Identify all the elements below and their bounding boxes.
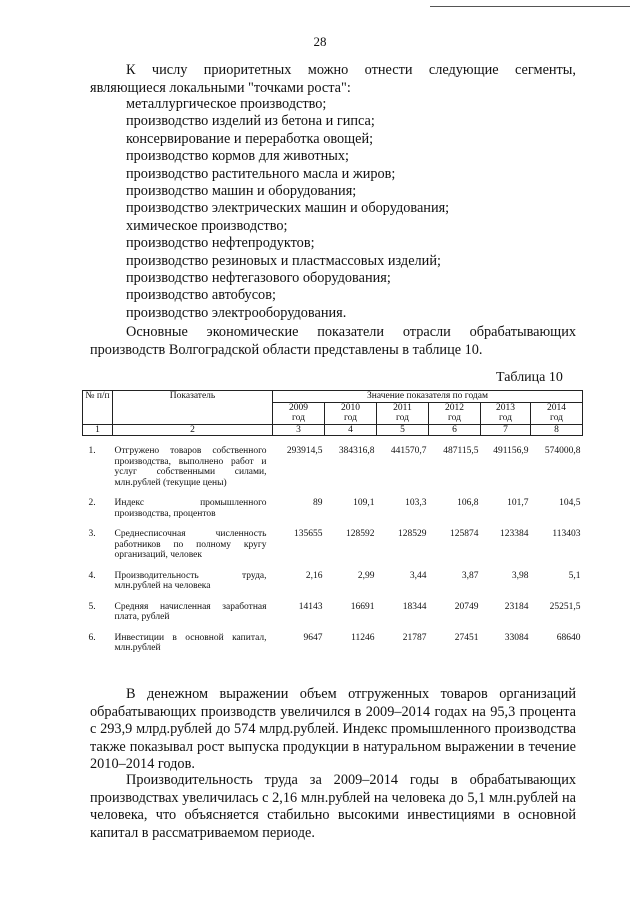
cell-value: 101,7 [507, 498, 529, 508]
table-row [83, 623, 583, 654]
cell-value: 27451 [454, 632, 479, 643]
column-number: 3 [273, 424, 325, 436]
list-item: производство автобусов; [126, 287, 276, 304]
intro-paragraph: К числу приоритетных можно отнести следующие сегменты, являющиеся локальными "точками роста": [90, 62, 576, 96]
year-header: 2012 год [429, 402, 481, 424]
row-indicator: Индекс промышленного производства, процентов [114, 498, 267, 519]
row-number: 3. [88, 529, 96, 539]
cell-value: 104,5 [559, 498, 581, 508]
list-item: производство машин и оборудования; [126, 183, 357, 200]
cell-value: 128529 [398, 529, 427, 539]
cell-value: 113403 [552, 529, 581, 539]
table-row [83, 436, 583, 489]
cell-value: 109,1 [353, 498, 375, 508]
cell-value: 106,8 [457, 498, 479, 508]
row-indicator: Инвестиции в основной капитал, млн.рублей [114, 632, 267, 653]
cell-value: 16691 [350, 601, 375, 612]
table-intro-paragraph: Основные экономические показатели отрасли обрабатывающих производств Волгоградской области представлены в таблице 10. [90, 324, 576, 358]
cell-value: 21787 [402, 632, 427, 643]
row-number: 5. [88, 601, 96, 612]
productivity-paragraph: Производительность труда за 2009–2014 годы в обрабатывающих производствах увеличилась с 2,16 млн.рублей на человека до 5,1 млн.рублей на человека, что объясняется стабильно высокими инвестициями в основной капитал в рассматриваемом периоде. [90, 772, 576, 841]
list-item: производство электрооборудования. [126, 304, 347, 321]
cell-value: 9647 [303, 632, 323, 643]
table-row [83, 592, 583, 623]
table-row [83, 488, 583, 519]
shipped-goods-paragraph: В денежном выражении объем отгруженных товаров организаций обрабатывающих производств увеличился в 2009–2014 годах на 95,3 процента с 293,9 млрд.рублей до 574 млрд.рублей. Индекс промышленного производства также показывал рост выпуска продукции в натуральном выражении в течение 2010–2014 годов. [90, 686, 576, 772]
cell-value: 89 [313, 498, 323, 508]
cell-value: 135655 [294, 529, 323, 539]
list-item: производство растительного масла и жиров; [126, 165, 396, 182]
row-number: 1. [88, 446, 96, 456]
col-num-header: № п/п [83, 391, 113, 425]
list-item: консервирование и переработка овощей; [126, 130, 374, 147]
list-item: металлургическое производство; [126, 96, 327, 112]
cell-value: 5,1 [568, 570, 581, 581]
row-indicator: Средняя начисленная заработная плата, рублей [114, 601, 267, 622]
cell-value: 2,99 [357, 570, 375, 581]
table-row [83, 519, 583, 561]
column-number: 2 [113, 424, 273, 436]
cell-value: 384316,8 [338, 446, 375, 456]
list-item: производство нефтепродуктов; [126, 235, 315, 252]
cell-value: 11246 [351, 632, 375, 643]
row-indicator: Среднесписочная численность работников по полному кругу организаций, человек [114, 529, 267, 560]
year-header: 2009 год [273, 402, 325, 424]
table-row [83, 561, 583, 592]
cell-value: 3,44 [409, 570, 427, 581]
cell-value: 20749 [454, 601, 479, 612]
list-item: химическое производство; [126, 217, 288, 234]
cell-value: 14143 [298, 601, 323, 612]
list-item: производство резиновых и пластмассовых изделий; [126, 252, 441, 269]
segments-list [126, 96, 449, 322]
year-header: 2011 год [377, 402, 429, 424]
cell-value: 103,3 [405, 498, 427, 508]
cell-value: 487115,5 [443, 446, 479, 456]
column-number: 1 [83, 424, 113, 436]
cell-value: 2,16 [305, 570, 323, 581]
year-header: 2013 год [481, 402, 531, 424]
table-caption: Таблица 10 [496, 370, 563, 385]
cell-value: 574000,8 [544, 446, 581, 456]
cell-value: 441570,7 [390, 446, 427, 456]
cell-value: 68640 [556, 632, 581, 643]
list-item: производство изделий из бетона и гипса; [126, 113, 375, 130]
cell-value: 3,98 [511, 570, 529, 581]
indicators-table [82, 390, 583, 654]
row-number: 6. [88, 632, 96, 643]
col-indicator-header: Показатель [113, 391, 273, 425]
list-item: производство нефтегазового оборудования; [126, 270, 391, 287]
column-number: 7 [481, 424, 531, 436]
cell-value: 3,87 [461, 570, 479, 581]
cell-value: 128592 [346, 529, 375, 539]
column-number: 4 [325, 424, 377, 436]
list-item: производство электрических машин и оборудования; [126, 200, 450, 217]
row-number: 4. [88, 570, 96, 581]
values-header: Значение показателя по годам [273, 391, 583, 403]
year-header: 2010 год [325, 402, 377, 424]
column-number: 8 [531, 424, 583, 436]
column-number: 6 [429, 424, 481, 436]
cell-value: 293914,5 [286, 446, 323, 456]
cell-value: 23184 [504, 601, 529, 612]
page-number: 28 [313, 34, 327, 49]
row-indicator: Производительность труда, млн.рублей на человека [114, 570, 267, 591]
cell-value: 125874 [450, 529, 479, 539]
cell-value: 25251,5 [549, 601, 581, 612]
cell-value: 33084 [504, 632, 529, 643]
list-item: производство кормов для животных; [126, 148, 350, 165]
row-indicator: Отгружено товаров собственного производства, выполнено работ и услуг собственными силами, млн.рублей (текущие цены) [114, 446, 267, 488]
cell-value: 18344 [402, 601, 427, 612]
year-header: 2014 год [531, 402, 583, 424]
row-number: 2. [88, 498, 96, 508]
cell-value: 491156,9 [493, 446, 529, 456]
column-number: 5 [377, 424, 429, 436]
cell-value: 123384 [500, 529, 529, 539]
top-rule [430, 6, 630, 7]
